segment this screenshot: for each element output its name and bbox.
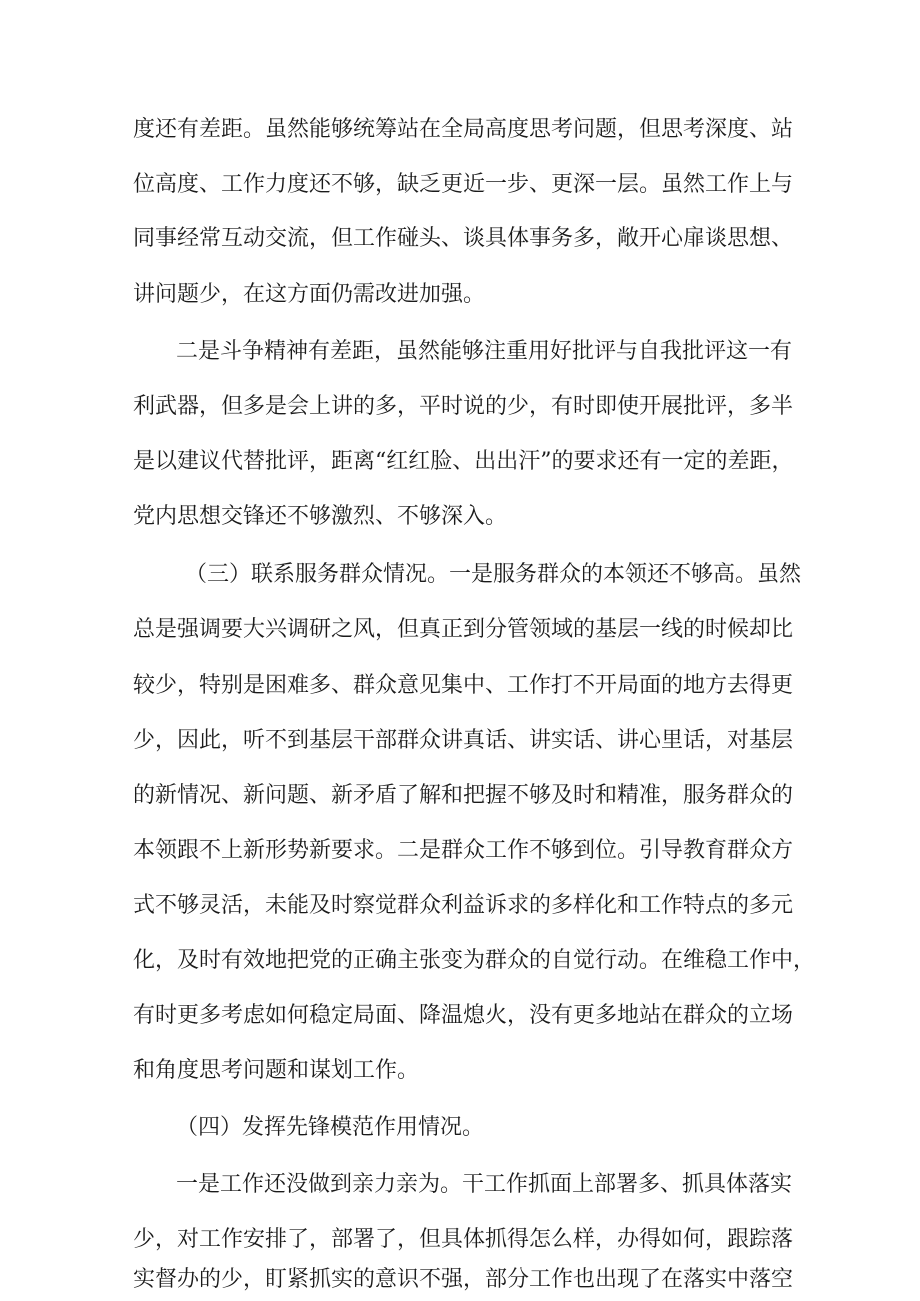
text-line: [0, 721, 920, 761]
line-text: 少，因此，听不到基层干部群众讲真话、讲实话、讲心里话，对基层: [133, 728, 794, 753]
line-text: 总是强调要大兴调研之风，但真正到分管领域的基层一线的时候却比: [133, 617, 794, 642]
line-text: 讲问题少，在这方面仍需改进加强。: [133, 282, 486, 307]
text-line: [0, 110, 920, 150]
line-text: 少，对工作安排了，部署了，但具体抓得怎么样，办得如何，跟踪落: [133, 1227, 794, 1252]
line-text: 一是工作还没做到亲力亲为。干工作抓面上部署多、抓具体落实: [176, 1172, 793, 1197]
text-line: [0, 776, 920, 816]
line-text: 是以建议代替批评，距离“红红脸、出出汗”的要求还有一定的差距，: [133, 449, 794, 474]
line-text: 化，及时有效地把党的正确主张变为群众的自觉行动。在维稳工作中，: [133, 948, 816, 973]
text-line: [0, 666, 920, 706]
line-text: 位高度、工作力度还不够，缺乏更近一步、更深一层。虽然工作上与: [133, 172, 794, 197]
text-line: [0, 1165, 920, 1205]
line-text: 有时更多考虑如何稳定局面、降温熄火，没有更多地站在群众的立场: [133, 1003, 794, 1028]
line-text: 的新情况、新问题、新矛盾了解和把握不够及时和精准，服务群众的: [133, 783, 794, 808]
text-line: [0, 831, 920, 871]
line-text: 和角度思考问题和谋划工作。: [133, 1058, 420, 1083]
text-line: [0, 1051, 920, 1091]
text-line: [0, 1220, 920, 1260]
line-text: （四）发挥先锋模范作用情况。: [176, 1115, 485, 1140]
text-line: [0, 275, 920, 315]
line-text: （三）联系服务群众情况。一是服务群众的本领还不够高。虽然: [185, 562, 802, 587]
text-line: [0, 1108, 920, 1148]
text-line: [0, 387, 920, 427]
text-line: [0, 219, 920, 259]
text-line: [0, 442, 920, 482]
text-line: [0, 555, 920, 595]
line-text: 式不够灵活，未能及时察觉群众利益诉求的多样化和工作特点的多元: [133, 893, 794, 918]
line-text: 较少，特别是困难多、群众意见集中、工作打不开局面的地方去得更: [133, 673, 794, 698]
text-line: [0, 996, 920, 1036]
line-text: 同事经常互动交流，但工作碰头、谈具体事务多，敞开心扉谈思想、: [133, 226, 794, 251]
line-text: 实督办的少，盯紧抓实的意识不强，部分工作也出现了在落实中落空: [133, 1267, 794, 1292]
text-line: [0, 1260, 920, 1300]
text-line: [0, 886, 920, 926]
text-line: [0, 332, 920, 372]
text-line: [0, 610, 920, 650]
text-line: [0, 941, 920, 981]
text-line: [0, 165, 920, 205]
line-text: 度还有差距。虽然能够统筹站在全局高度思考问题，但思考深度、站: [133, 117, 794, 142]
line-text: 利武器，但多是会上讲的多，平时说的少，有时即使开展批评，多半: [133, 394, 794, 419]
line-text: 党内思想交锋还不够激烈、不够深入。: [133, 504, 508, 529]
line-text: 二是斗争精神有差距，虽然能够注重用好批评与自我批评这一有: [176, 339, 793, 364]
text-line: [0, 497, 920, 537]
line-text: 本领跟不上新形势新要求。二是群众工作不够到位。引导教育群众方: [133, 838, 794, 863]
